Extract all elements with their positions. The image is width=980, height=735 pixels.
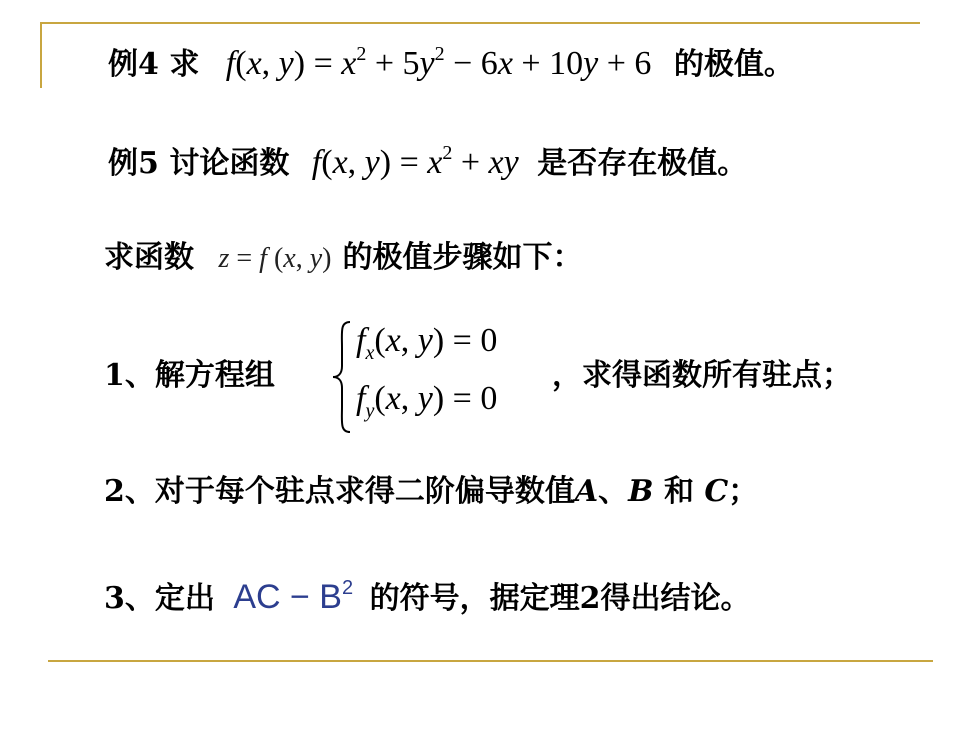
steps-intro-suffix: 的极值步骤如下： — [342, 240, 583, 275]
step-3-formula: AC − $B^2$ — [233, 577, 354, 616]
step-2-line — [104, 474, 759, 509]
step-1-prefix-line — [104, 358, 275, 393]
step-2-end: ； — [728, 474, 759, 509]
steps-intro-prefix: 求函数 — [104, 240, 194, 275]
example-5-suffix: 是否存在极值。 — [537, 146, 748, 181]
steps-intro-line — [104, 240, 583, 275]
example-4-suffix: 的极值。 — [673, 47, 794, 82]
step-3-prefix: 3、定出 — [104, 581, 215, 616]
step-3-line — [104, 578, 750, 614]
step-2-and: 和 — [653, 474, 705, 509]
variable-b: B — [628, 474, 654, 509]
step-3-suffix: 的符号，据定理2得出结论。 — [369, 581, 751, 616]
example-4-label: 例4 求 — [108, 47, 200, 82]
variable-a: A — [574, 474, 599, 509]
variable-c: C — [704, 474, 729, 509]
example-4-formula: f(x, $y) = x^2 + 5y^2 - 6x + 10y + 6$ — [225, 43, 660, 82]
bottom-rule — [48, 660, 933, 662]
step-2-sep: 、 — [598, 474, 629, 509]
step-2-prefix: 2、对于每个驻点求得二阶偏导数值 — [104, 474, 575, 509]
equation-fy: $f_y(x$, y) = 0 — [356, 380, 498, 422]
example-5-line — [108, 143, 747, 180]
example-5-formula: f(x, $y) = x^2$ + xy — [311, 142, 519, 181]
left-rule — [40, 22, 42, 88]
equation-fx: $f_x(x$, y) = 0 — [356, 322, 498, 364]
step-1-suffix: ，求得函数所有驻点； — [552, 358, 852, 393]
steps-intro-formula: z = f (x, y) — [218, 243, 339, 274]
equation-system — [330, 318, 550, 436]
example-4-line — [108, 44, 794, 81]
top-rule — [40, 22, 920, 24]
step-1-prefix: 1、解方程组 — [104, 358, 275, 393]
step-1-suffix-line — [552, 358, 852, 393]
left-brace-icon — [330, 318, 354, 436]
example-5-label: 例5 讨论函数 — [108, 146, 290, 181]
